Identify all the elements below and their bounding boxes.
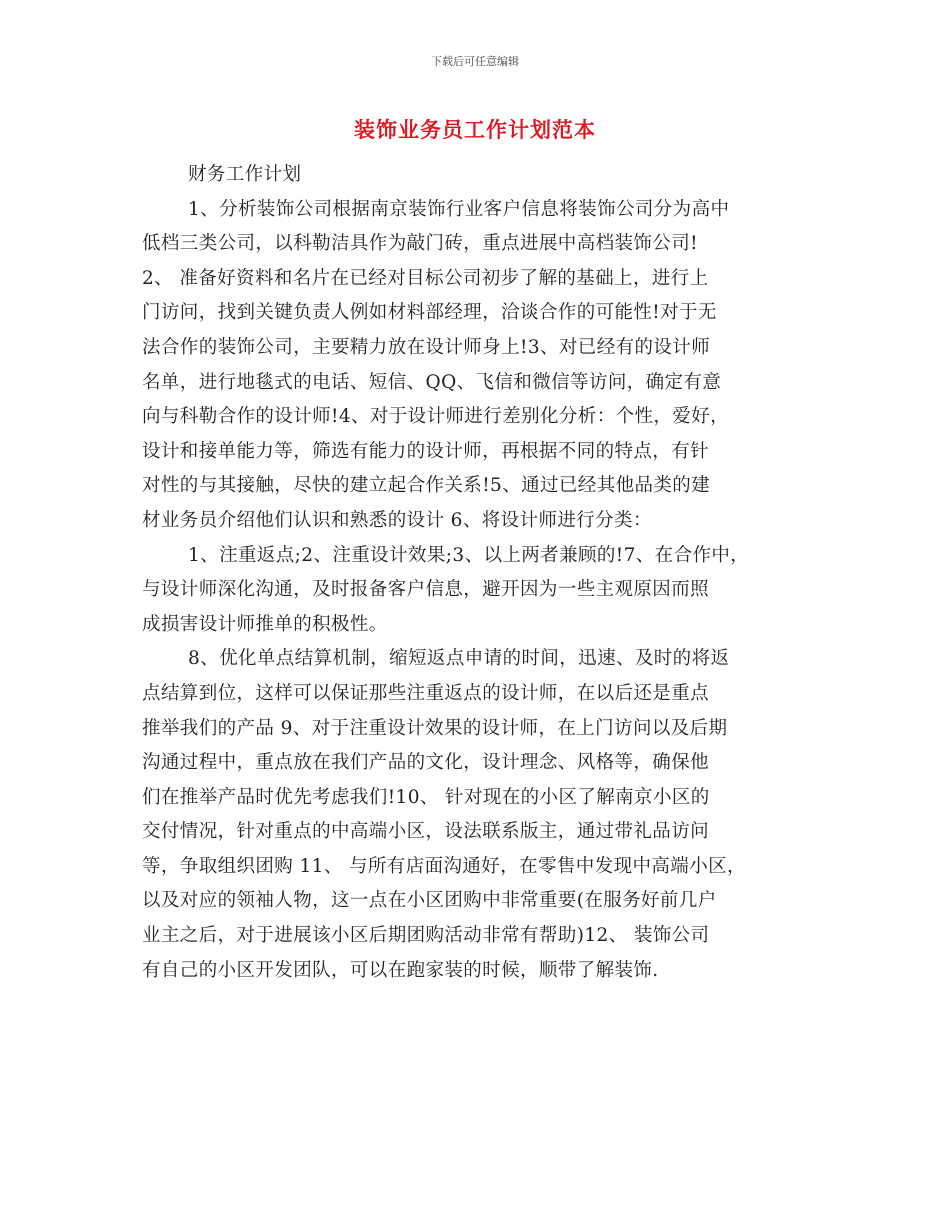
body-line: 成损害设计师推单的积极性。 [142, 613, 388, 635]
body-line: 1、分析装饰公司根据南京装饰行业客户信息将装饰公司分为高中 [188, 198, 730, 220]
header-note: 下载后可任意编辑 [431, 55, 519, 68]
body-line: 8、优化单点结算机制，缩短返点申请的时间，迅速、及时的将返 [188, 648, 730, 670]
document-body [142, 158, 832, 988]
body-line: 点结算到位，这样可以保证那些注重返点的设计师，在以后还是重点 [142, 682, 710, 704]
body-line: 低档三类公司，以科勒洁具作为敲门砖，重点进展中高档装饰公司! [142, 233, 698, 255]
body-line: 法合作的装饰公司，主要精力放在设计师身上!3、对已经有的设计师 [142, 336, 711, 358]
body-line: 向与科勒合作的设计师!4、对于设计师进行差别化分析：个性，爱好， [142, 406, 730, 428]
body-line: 交付情况，针对重点的中高端小区，设法联系版主，通过带礼品访问 [142, 821, 710, 843]
body-line: 们在推举产品时优先考虑我们!10、 针对现在的小区了解南京小区的 [142, 786, 710, 808]
document-title: 装饰业务员工作计划范本 [354, 118, 596, 142]
body-line: 1、注重返点;2、注重设计效果;3、以上两者兼顾的!7、在合作中， [188, 544, 750, 566]
body-line: 推举我们的产品 9、对于注重设计效果的设计师，在上门访问以及后期 [142, 717, 728, 739]
body-line: 以及对应的领袖人物，这一点在小区团购中非常重要(在服务好前几户 [142, 890, 717, 912]
body-line: 门访问，找到关键负责人例如材料部经理，洽谈合作的可能性!对于无 [142, 302, 717, 324]
body-line: 2、 准备好资料和名片在已经对目标公司初步了解的基础上，进行上 [142, 267, 709, 289]
body-line: 与设计师深化沟通，及时报备客户信息，避开因为一些主观原因而照 [142, 579, 710, 601]
body-line: 沟通过程中，重点放在我们产品的文化，设计理念、风格等，确保他 [142, 752, 710, 774]
body-line: 业主之后，对于进展该小区后期团购活动非常有帮助)12、 装饰公司 [142, 925, 710, 947]
body-line: 名单，进行地毯式的电话、短信、QQ、飞信和微信等访问，确定有意 [142, 371, 722, 393]
body-line: 等，争取组织团购 11、 与所有店面沟通好，在零售中发现中高端小区， [142, 855, 746, 877]
body-line: 设计和接单能力等，筛选有能力的设计师，再根据不同的特点，有针 [142, 440, 710, 462]
body-line: 有自己的小区开发团队，可以在跑家装的时候，顺带了解装饰. [142, 959, 659, 981]
section-heading: 财务工作计划 [188, 164, 302, 185]
body-line: 对性的与其接触，尽快的建立起合作关系!5、通过已经其他品类的建 [142, 475, 711, 497]
body-line: 材业务员介绍他们认识和熟悉的设计 6、将设计师进行分类： [142, 509, 652, 531]
